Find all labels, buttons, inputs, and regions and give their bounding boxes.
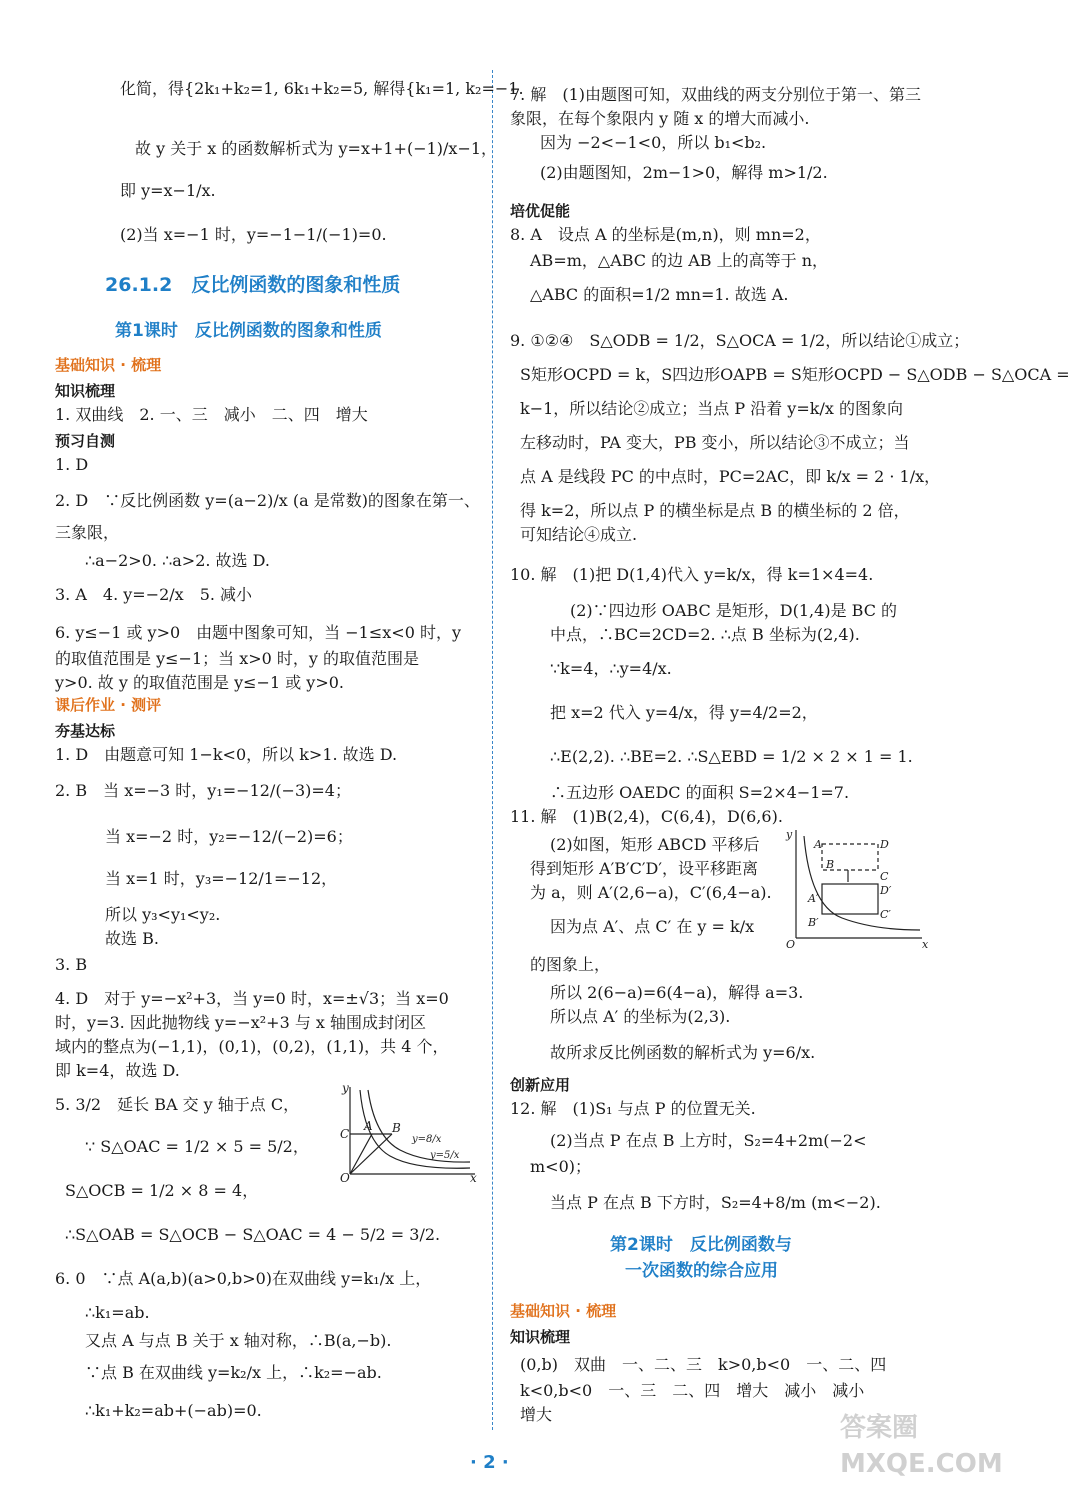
text-line: 化简，得{2k₁+k₂=1, 6k₁+k₂=5, 解得{k₁=1, k₂=−1. bbox=[120, 79, 524, 98]
text-line: 所以 2(6−a)=6(4−a)，解得 a=3. bbox=[550, 983, 804, 1002]
left-column bbox=[55, 0, 524, 1495]
text-line: 10. 解 (1)把 D(1,4)代入 y=k/x，得 k=1×4=4. bbox=[510, 565, 874, 584]
text-line: 的取值范围是 y≤−1；当 x>0 时，y 的取值范围是 bbox=[55, 649, 420, 668]
subheading: 创新应用 bbox=[510, 1076, 571, 1094]
fig-label-b: B bbox=[826, 858, 835, 871]
right-column bbox=[510, 0, 1070, 1495]
column-divider bbox=[492, 70, 493, 1430]
text-line: ∴k₁=ab. bbox=[85, 1303, 150, 1322]
text-line: AB=m，△ABC 的边 AB 上的高等于 n， bbox=[530, 251, 829, 270]
text-line: 为 a，则 A′(2,6−a)，C′(6,4−a). bbox=[530, 883, 772, 902]
figure-q5 bbox=[330, 1081, 480, 1185]
text-line: 中点，∴BC=2CD=2. ∴点 B 坐标为(2,4). bbox=[550, 625, 860, 644]
text-line: 当 x=−2 时，y₂=−12/(−2)=6； bbox=[105, 827, 353, 846]
text-line: ∴S△OAB = S△OCB − S△OAC = 4 − 5/2 = 3/2. bbox=[65, 1225, 441, 1244]
band-heading: 课后作业 · 测评 bbox=[55, 696, 162, 714]
text-line: 得 k=2，所以点 P 的横坐标是点 B 的横坐标的 2 倍， bbox=[520, 501, 910, 520]
text-line: ∴E(2,2). ∴BE=2. ∴S△EBD = 1/2 × 2 × 1 = 1. bbox=[550, 747, 913, 766]
text-line: 因为 −2<−1<0，所以 b₁<b₂. bbox=[540, 133, 767, 152]
text-line: (0,b) 双曲 一、二、三 k>0,b<0 一、二、四 bbox=[520, 1355, 887, 1374]
subheading: 预习自测 bbox=[55, 432, 116, 450]
text-line: ∵ S△OAC = 1/2 × 5 = 5/2， bbox=[85, 1137, 309, 1156]
text-line: S矩形OCPD = k，S四边形OAPB = S矩形OCPD − S△ODB − S△OCA = bbox=[520, 365, 1070, 384]
text-line: 象限，在每个象限内 y 随 x 的增大而减小. bbox=[510, 109, 810, 128]
fig-label-f2: y=5/x bbox=[430, 1150, 460, 1161]
text-line: ∵k=4，∴y=4/x. bbox=[550, 659, 672, 678]
fig-label-a: A bbox=[364, 1119, 373, 1133]
text-line: 时，y=3. 因此抛物线 y=−x²+3 与 x 轴围成封闭区 bbox=[55, 1013, 427, 1032]
text-line: (2)当 x=−1 时，y=−1−1/(−1)=0. bbox=[120, 225, 387, 244]
fig-label-f1: y=8/x bbox=[412, 1134, 442, 1145]
text-line: 3. A 4. y=−2/x 5. 减小 bbox=[55, 585, 253, 604]
fig-label-a2: A′ bbox=[808, 892, 819, 905]
text-line: 即 y=x−1/x. bbox=[120, 181, 216, 200]
fig-label-c: C bbox=[340, 1127, 350, 1141]
lesson-title: 一次函数的综合应用 bbox=[625, 1261, 778, 1281]
text-line: 6. y≤−1 或 y>0 由题中图象可知，当 −1≤x<0 时，y bbox=[55, 623, 461, 642]
figure-q11 bbox=[782, 826, 930, 950]
text-line: 9. ①②④ S△ODB = 1/2，S△OCA = 1/2，所以结论①成立； bbox=[510, 331, 970, 350]
text-line: 又点 A 与点 B 关于 x 轴对称，∴B(a,−b). bbox=[85, 1331, 392, 1350]
lesson-title: 第1课时 反比例函数的图象和性质 bbox=[115, 321, 382, 341]
text-line: (2)当点 P 在点 B 上方时，S₂=4+2m(−2< bbox=[550, 1131, 867, 1150]
text-line: 可知结论④成立. bbox=[520, 525, 638, 544]
text-line: 1. D bbox=[55, 455, 89, 474]
text-line: 所以点 A′ 的坐标为(2,3). bbox=[550, 1007, 731, 1026]
fig-label-y: y bbox=[342, 1081, 349, 1095]
band-heading: 基础知识 · 梳理 bbox=[55, 356, 162, 374]
text-line: 左移动时，PA 变大，PB 变小，所以结论③不成立；当 bbox=[520, 433, 910, 452]
text-line: y>0. 故 y 的取值范围是 y≤−1 或 y>0. bbox=[55, 673, 345, 692]
text-line: 故所求反比例函数的解析式为 y=6/x. bbox=[550, 1043, 816, 1062]
text-line: 7. 解 (1)由题图可知，双曲线的两支分别位于第一、第三 bbox=[510, 85, 922, 104]
text-line: 11. 解 (1)B(2,4)，C(6,4)，D(6,6). bbox=[510, 807, 783, 826]
text-line: 所以 y₃<y₁<y₂. bbox=[105, 905, 221, 924]
text-line: 当点 P 在点 B 下方时，S₂=4+8/m (m<−2). bbox=[550, 1193, 881, 1212]
text-line: (2)如图，矩形 ABCD 平移后 bbox=[550, 835, 760, 854]
text-line: ∴k₁+k₂=ab+(−ab)=0. bbox=[85, 1401, 262, 1420]
text-line: S△OCB = 1/2 × 8 = 4， bbox=[65, 1181, 259, 1200]
fig-label-x: x bbox=[922, 938, 929, 951]
text-line: ∴a−2>0. ∴a>2. 故选 D. bbox=[85, 551, 270, 570]
fig-label-d: D bbox=[880, 838, 889, 851]
text-line: ∴五边形 OAEDC 的面积 S=2×4−1=7. bbox=[550, 783, 850, 802]
fig-label-y: y bbox=[786, 828, 793, 841]
text-line: m<0)； bbox=[530, 1157, 592, 1176]
page-number: · 2 · bbox=[470, 1452, 509, 1473]
text-line: (2)由题图知，2m−1>0，解得 m>1/2. bbox=[540, 163, 828, 182]
band-heading: 基础知识 · 梳理 bbox=[510, 1302, 617, 1320]
text-line: 增大 bbox=[520, 1405, 553, 1424]
subheading: 知识梳理 bbox=[510, 1328, 571, 1346]
fig-label-c: C bbox=[880, 870, 889, 883]
text-line: 故选 B. bbox=[105, 929, 159, 948]
fig-label-c2: C′ bbox=[880, 908, 891, 921]
fig-label-o: O bbox=[786, 938, 796, 951]
lesson-title: 第2课时 反比例函数与 bbox=[610, 1235, 792, 1255]
fig-label-d2: D′ bbox=[880, 884, 892, 897]
text-line: 12. 解 (1)S₁ 与点 P 的位置无关. bbox=[510, 1099, 756, 1118]
watermark-text: 答案圈 MXQE.COM bbox=[840, 1413, 1003, 1479]
text-line: 因为点 A′、点 C′ 在 y = k/x bbox=[550, 917, 755, 936]
fig-label-o: O bbox=[340, 1171, 350, 1185]
text-line: 的图象上， bbox=[530, 955, 611, 974]
segment-oa bbox=[350, 1134, 372, 1174]
segment-ob bbox=[350, 1134, 392, 1174]
text-line: 域内的整点为(−1,1)，(0,1)，(0,2)，(1,1)，共 4 个， bbox=[55, 1037, 449, 1056]
subheading: 知识梳理 bbox=[55, 382, 116, 400]
text-line: ∵点 B 在双曲线 y=k₂/x 上，∴k₂=−ab. bbox=[85, 1363, 382, 1382]
text-line: 把 x=2 代入 y=4/x，得 y=4/2=2， bbox=[550, 703, 818, 722]
text-line: 6. 0 ∵点 A(a,b)(a>0,b>0)在双曲线 y=k₁/x 上， bbox=[55, 1269, 432, 1288]
text-line: 2. B 当 x=−3 时，y₁=−12/(−3)=4； bbox=[55, 781, 351, 800]
text-line: 8. A 设点 A 的坐标是(m,n)，则 mn=2， bbox=[510, 225, 821, 244]
rect-a2b2c2d2 bbox=[822, 884, 878, 914]
text-line: 故 y 关于 x 的函数解析式为 y=x+1+(−1)/x−1， bbox=[135, 139, 498, 158]
text-line: 点 A 是线段 PC 的中点时，PC=2AC，即 k/x = 2 · 1/x， bbox=[520, 467, 941, 486]
text-line: 1. D 由题意可知 1−k<0，所以 k>1. 故选 D. bbox=[55, 745, 398, 764]
section-title: 26.1.2 反比例函数的图象和性质 bbox=[105, 274, 401, 296]
text-line: 三象限， bbox=[55, 523, 120, 542]
fig-label-x: x bbox=[470, 1171, 477, 1185]
subheading: 培优促能 bbox=[510, 202, 571, 220]
fig-label-a: A bbox=[814, 838, 822, 851]
watermark-logo bbox=[840, 1410, 1003, 1490]
text-line: 当 x=1 时，y₃=−12/1=−12， bbox=[105, 869, 338, 888]
fig-label-b: B bbox=[392, 1121, 401, 1135]
text-line: 2. D ∵反比例函数 y=(a−2)/x (a 是常数)的图象在第一、 bbox=[55, 491, 480, 510]
text-line: k−1，所以结论②成立；当点 P 沿着 y=k/x 的图象向 bbox=[520, 399, 903, 418]
text-line: 得到矩形 A′B′C′D′，设平移距离 bbox=[530, 859, 759, 878]
text-line: △ABC 的面积=1/2 mn=1. 故选 A. bbox=[530, 285, 789, 304]
fig-label-b2: B′ bbox=[808, 916, 819, 929]
text-line: 即 k=4，故选 D. bbox=[55, 1061, 180, 1080]
text-line: 5. 3/2 延长 BA 交 y 轴于点 C， bbox=[55, 1095, 300, 1114]
text-line: 4. D 对于 y=−x²+3，当 y=0 时，x=±√3；当 x=0 bbox=[55, 989, 449, 1008]
text-line: k<0,b<0 一、三 二、四 增大 减小 减小 bbox=[520, 1381, 865, 1400]
text-line: 3. B bbox=[55, 955, 88, 974]
subheading: 夯基达标 bbox=[55, 722, 116, 740]
text-line: 1. 双曲线 2. 一、三 减小 二、四 增大 bbox=[55, 405, 368, 424]
text-line: (2)∵四边形 OABC 是矩形，D(1,4)是 BC 的 bbox=[570, 601, 898, 620]
